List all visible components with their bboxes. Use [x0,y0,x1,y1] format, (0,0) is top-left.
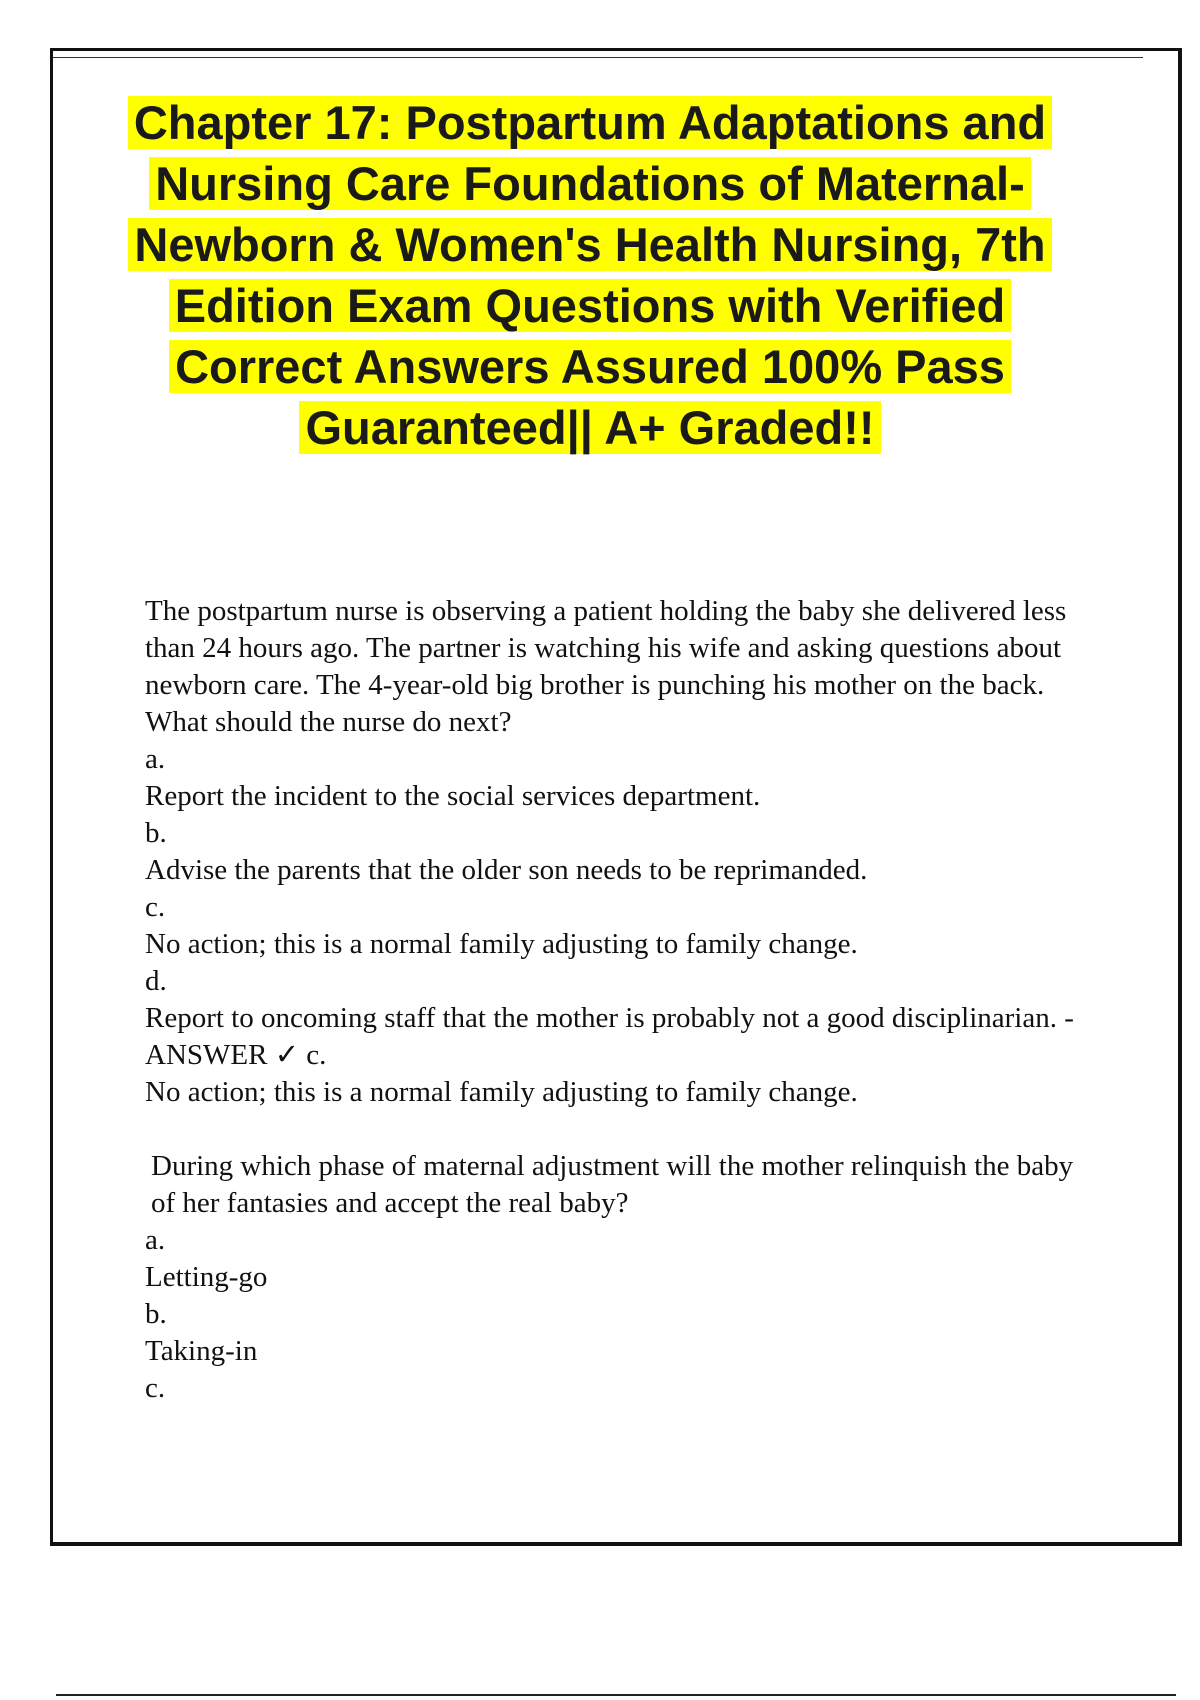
question-2 [145,1148,1085,1407]
option-text: Advise the parents that the older son needs to be reprimanded. [145,854,868,886]
option-text: Letting-go [145,1261,268,1293]
option-letter: b. [145,817,167,849]
option-text: Report the incident to the social services department. [145,780,761,812]
answer-text: No action; this is a normal family adjusting to family change. [145,1076,858,1108]
option-text: No action; this is a normal family adjusting to family change. [145,928,858,960]
option-letter: c. [145,1372,166,1404]
option-letter: c. [145,891,166,923]
footer-rule [56,1694,1176,1696]
question-1 [145,593,1085,1111]
option-letter: d. [145,965,167,997]
document-title-block [100,92,1080,458]
document-title [100,92,1080,458]
question-content [145,593,1085,1407]
option-text: Taking-in [145,1335,258,1367]
title-highlight: Chapter 17: Postpartum Adaptations and Nursing Care Foundations of Maternal-Newborn & Women's Health Nursing, 7th Edition Exam Questions with Verified Correct Answers Assured 100% Pass Guaranteed|| A+ Graded!! [128,96,1052,454]
option-letter: b. [145,1298,167,1330]
question-stem: The postpartum nurse is observing a patient holding the baby she delivered less than 24 hours ago. The partner is watching his wife and asking questions about newborn care. The 4-year-old big brother is punching his mother on the back. What should the nurse do next? [145,595,1067,738]
option-letter: a. [145,743,166,775]
option-text: Report to oncoming staff that the mother is probably not a good disciplinarian. - ANSWER ✓ c. [145,1002,1074,1071]
question-stem: During which phase of maternal adjustment will the mother relinquish the baby of her fantasies and accept the real baby? [151,1150,1074,1219]
option-letter: a. [145,1224,166,1256]
question-spacer [145,1111,1085,1148]
frame-top-rule [53,57,1143,58]
